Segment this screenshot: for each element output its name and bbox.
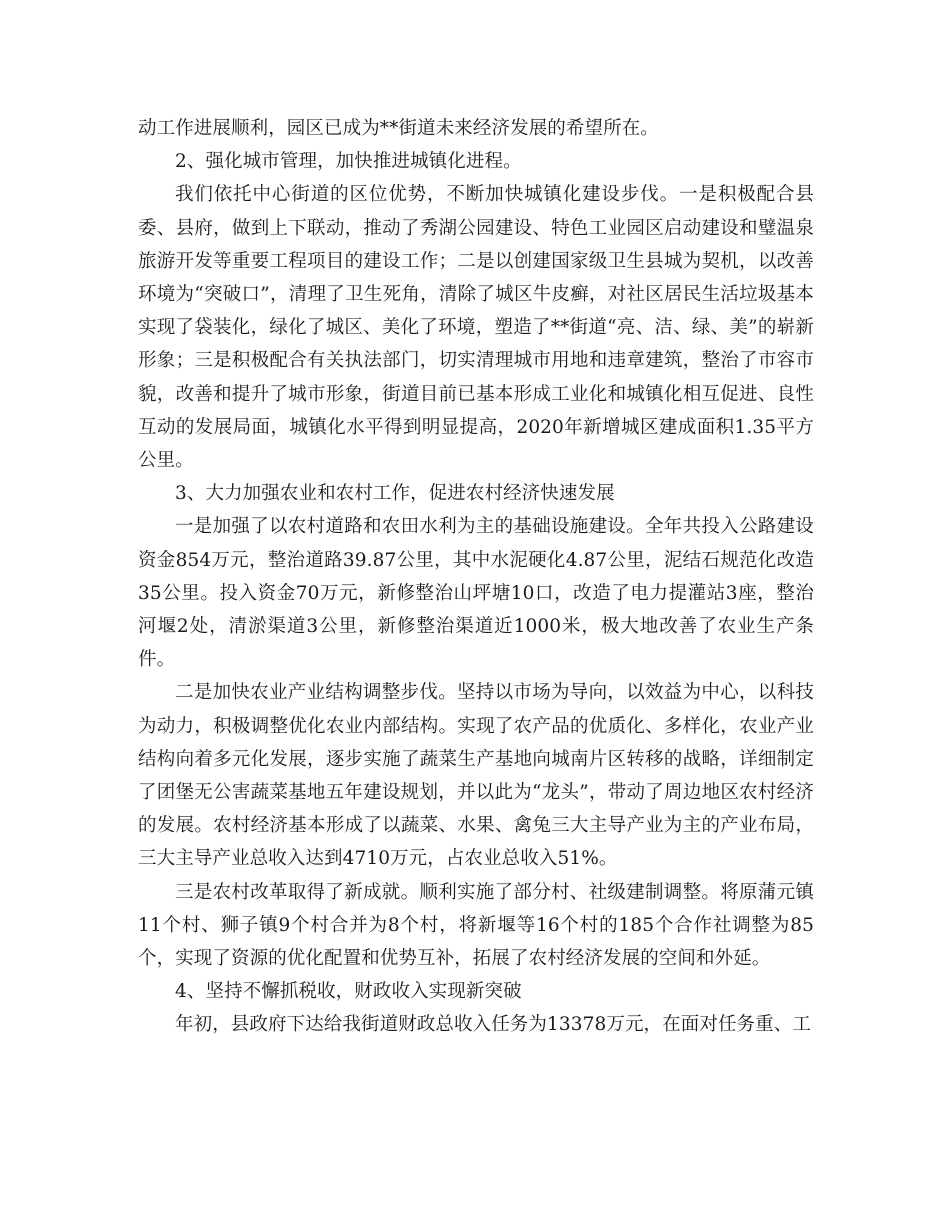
paragraph-infrastructure: 一是加强了以农村道路和农田水利为主的基础设施建设。全年共投入公路建设资金854万元，整治道路39.87公里，其中水泥硬化4.87公里，泥结石规范化改造35公里。投入资金70万元，新修整治山坪塘10口，改造了电力提灌站3座，整治河堰2处，清淤渠道3公里，新修整治渠道近1000米，极大地改善了农业生产条件。: [138, 516, 814, 671]
paragraph-continuation: 动工作进展顺利，园区已成为**街道未来经济发展的希望所在。: [138, 118, 659, 139]
paragraph-rural-reform: 三是农村改革取得了新成就。顺利实施了部分村、社级建制调整。将原蒲元镇11个村、狮子镇9个村合并为8个村，将新堰等16个村的185个合作社调整为85个，实现了资源的优化配置和优势互补，拓展了农村经济发展的空间和外延。: [138, 881, 814, 970]
section-heading-4: 4、坚持不懈抓税收，财政收入实现新突破: [175, 981, 522, 1003]
document-body: [138, 112, 814, 1042]
paragraph-urbanization: 我们依托中心街道的区位优势，不断加快城镇化建设步伐。一是积极配合县委、县府，做到上下联动，推动了秀湖公园建设、特色工业园区启动建设和璧温泉旅游开发等重要工程项目的建设工作；二是以创建国家级卫生县城为契机，以改善环境为“突破口”，清理了卫生死角，清除了城区牛皮癣，对社区居民生活垃圾基本实现了袋装化，绿化了城区、美化了环境，塑造了**街道“亮、洁、绿、美”的崭新形象；三是积极配合有关执法部门，切实清理城市用地和违章建筑，整治了市容市貌，改善和提升了城市形象，街道目前已基本形成工业化和城镇化相互促进、良性互动的发展局面，城镇化水平得到明显提高，2020年新增城区建成面积1.35平方公里。: [138, 184, 814, 472]
paragraph-tax-revenue: 年初，县政府下达给我街道财政总收入任务为13378万元，在面对任务重、工: [175, 1014, 811, 1036]
section-heading-2: 2、强化城市管理，加快推进城镇化进程。: [175, 151, 522, 173]
paragraph-industry-structure: 二是加快农业产业结构调整步伐。坚持以市场为导向，以效益为中心，以科技为动力，积极调整优化农业内部结构。实现了农产品的优质化、多样化，农业产业结构向着多元化发展，逐步实施了蔬菜生产基地向城南片区转移的战略，详细制定了团堡无公害蔬菜基地五年建设规划，并以此为“龙头”，带动了周边地区农村经济的发展。农村经济基本形成了以蔬菜、水果、禽兔三大主导产业为主的产业布局，三大主导产业总收入达到4710万元，占农业总收入51%。: [138, 682, 814, 870]
section-heading-3: 3、大力加强农业和农村工作，促进农村经济快速发展: [175, 483, 615, 505]
